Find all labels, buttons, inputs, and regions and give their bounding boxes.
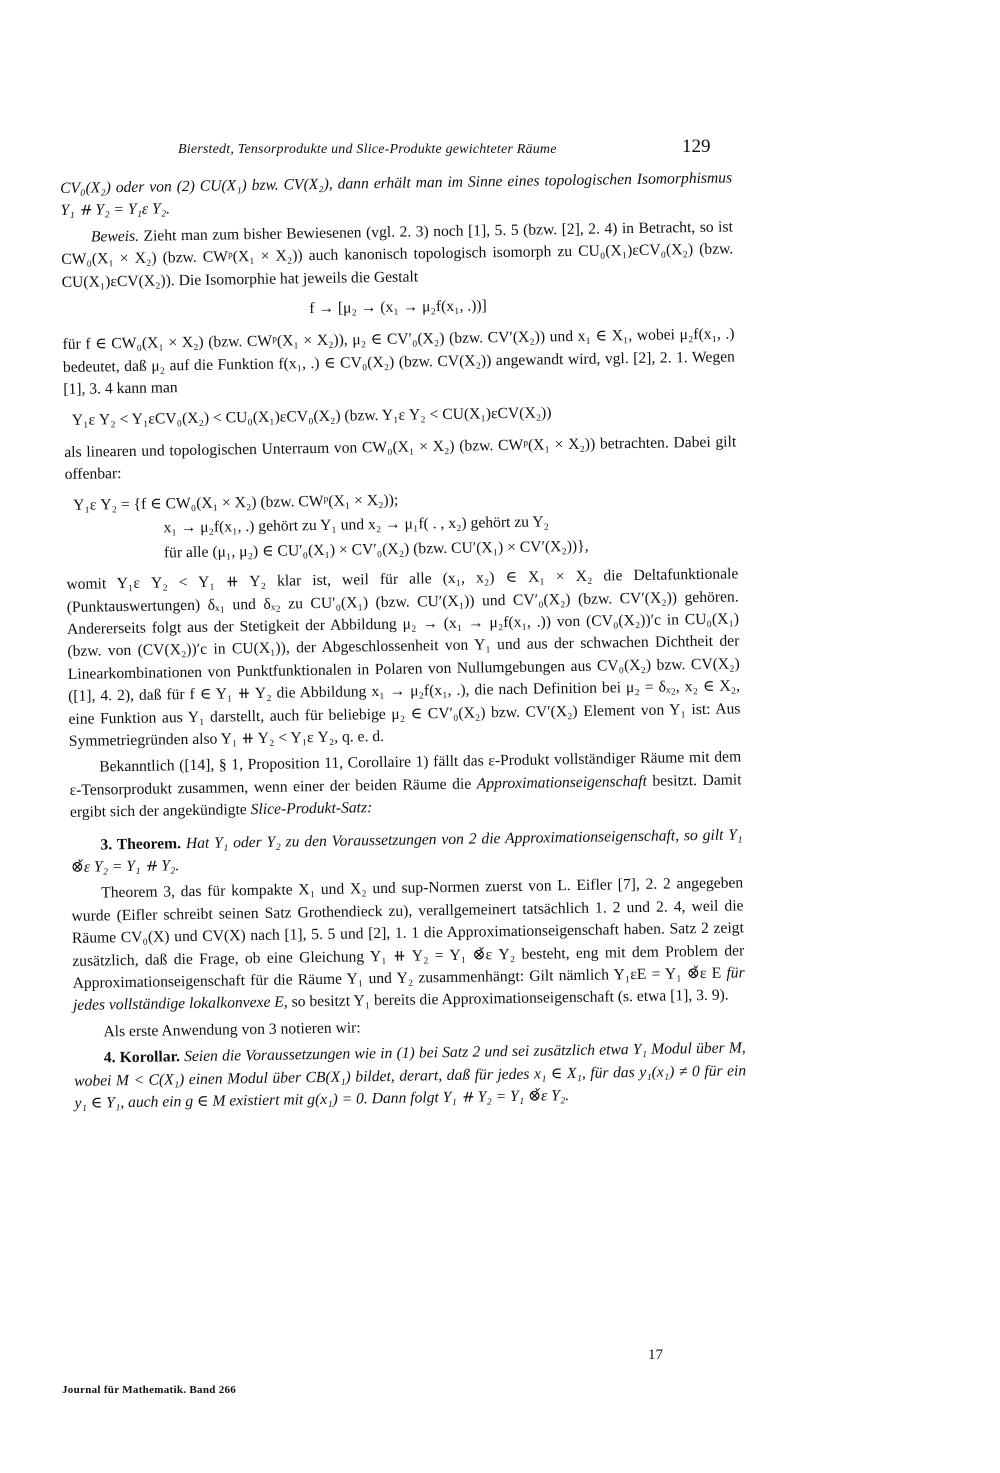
page-body: [60, 167, 747, 1119]
journal-footer: Journal für Mathematik. Band 266: [62, 1384, 237, 1396]
theorem-label: 3. Theorem.: [100, 834, 182, 854]
signature-number: 17: [648, 1347, 663, 1363]
equation-set-line-1: Y₁ε Y₂ = {f ∈ CW₀(X₁ × X₂) (bzw. CWᵖ(X₁ × X₂));: [73, 491, 399, 514]
equation-isomorphism: f → [μ₂ → (x₁ → μ₂f(x₁, .))]: [309, 297, 487, 318]
theorem-text: Hat Y₁ oder Y₂ zu den Voraussetzungen von 2 die Approximationseigenschaft, so gilt Y₁ ⊗̌ε Y₂ = Y₁ ⧺ Y₂.: [70, 825, 743, 876]
paragraph-4: als linearen und topologischen Unterraum von CW₀(X₁ × X₂) (bzw. CWᵖ(X₁ × X₂)) betrachten. Dabei gilt offenbar:: [64, 433, 737, 484]
proof-paragraph: [61, 216, 734, 294]
paragraph-6: Bekanntlich ([14], § 1, Proposition 11, Corollaire 1) fällt das ε-Produkt vollständiger Räume mit dem ε-Tensorprodukt zusammen, wenn einer der beiden Räume die Approximationseigenschaft besitzt. Damit ergibt sich der angekündigte Slice-Produkt-Satz:: [69, 748, 742, 822]
paragraph-3: für f ∈ CW₀(X₁ × X₂) (bzw. CWᵖ(X₁ × X₂)), μ₂ ∈ CV′₀(X₂) (bzw. CV′(X₂)) und x₁ ∈ X₁, wobei μ₂f(x₁, .) bedeutet, daß μ₂ auf die Funktion f(x₁, .) ∈ CV₀(X₂) (bzw. CV(X₂)) angewandt wird, vgl. [2], 2. 1. Wegen [1], 3. 4 kann man: [62, 325, 736, 399]
corollary-4: [74, 1038, 747, 1116]
paragraph-5: womit Y₁ε Y₂ < Y₁ ⧺ Y₂ klar ist, weil für alle (x₁, x₂) ∈ X₁ × X₂ die Deltafunktionale (Punktauswertungen) δₓ₁ und δₓ₂ zu CU′₀(X₁) (bzw. CU′(X₁)) und CV′₀(X₂) (bzw. CV′(X₂)) gehören. Andererseits folgt aus der Stetigkeit der Abbildung μ₂ → (x₁ → μ₂f(x₁, .)) von (CV₀(X₂))′c in CU₀(X₁) (bzw. von (CV(X₂))′c in CU(X₁)), der Abgeschlossenheit von Y₁ und aus der schwachen Dichtheit der Linearkombinationen von Punktfunktionalen in Polaren von Nullumgebungen aus CV₀(X₂) bzw. CV(X₂) ([1], 4. 2), daß für f ∈ Y₁ ⧺ Y₂ die Abbildung x₁ → μ₂f(x₁, .), die nach Definition bei μ₂ = δₓ₂, x₂ ∈ X₂, eine Funktion aus Y₁ darstellt, auch für beliebige μ₂ ∈ CV′₀(X₂) bzw. CV′(X₂) Element von Y₁ ist: Aus Symmetriegründen also Y₁ ⧺ Y₂ < Y₁ε Y₂, q. e. d.: [66, 565, 741, 750]
paragraph-1: CV₀(X₂) oder von (2) CU(X₁) bzw. CV(X₂), dann erhält man im Sinne eines topologischen Isomorphismus Y₁ ⧺ Y₂ = Y₁ε Y₂.: [60, 169, 733, 220]
proof-label: Beweis.: [90, 227, 140, 246]
page-number: 129: [682, 136, 711, 157]
equation-set-line-2: x₁ → μ₂f(x₁, .) gehört zu Y₁ und x₂ → μ₁f( . , x₂) gehört zu Y₂: [163, 513, 550, 537]
paragraph-8: Als erste Anwendung von 3 notieren wir:: [103, 1019, 361, 1041]
theorem-3: [70, 824, 743, 879]
corollary-label: 4. Korollar.: [103, 1048, 181, 1067]
paragraph-7: Theorem 3, das für kompakte X₁ und X₂ und sup-Normen zuerst von L. Eifler [7], 2. 2 angegeben wurde (Eifler schreibt seinen Satz Grothendieck zu), verallgemeinert tatsächlich 1. 2 und 2. 4, weil die Räume CV₀(X) und CV(X) nach [1], 5. 5 und [2], 1. 1 die Approximationseigenschaft haben. Satz 2 zeigt zusätzlich, daß die Frage, ob eine Gleichung Y₁ ⧺ Y₂ = Y₁ ⊗̌ε Y₂ besteht, eng mit dem Problem der Approximationseigenschaft für die Räume Y₁ und Y₂ zusammenhängt: Gilt nämlich Y₁εE = Y₁ ⊗̌ε E für jedes vollständige lokalkonvexe E, so besitzt Y₁ bereits die Approximationseigenschaft (s. etwa [1], 3. 9).: [71, 874, 745, 1015]
running-header: Bierstedt, Tensorprodukte und Slice-Produkte gewichteter Räume: [178, 142, 557, 157]
proof-text: Zieht man zum bisher Bewiesenen (vgl. 2. 3) noch [1], 5. 5 (bzw. [2], 2. 4) in Betracht, so ist CW₀(X₁ × X₂) (bzw. CWᵖ(X₁ × X₂)) auch kanonisch topologisch isomorph zu CU₀(X₁)εCV₀(X₂) (bzw. CU(X₁)εCV(X₂)). Die Isomorphie hat jeweils die Gestalt: [61, 218, 734, 291]
equation-set-line-3: für alle (μ₁, μ₂) ∈ CU′₀(X₁) × CV′₀(X₂) (bzw. CU′(X₁) × CV′(X₂))},: [163, 537, 589, 562]
equation-subspace: Y₁ε Y₂ < Y₁εCV₀(X₂) < CU₀(X₁)εCV₀(X₂) (bzw. Y₁ε Y₂ < CU(X₁)εCV(X₂)): [71, 403, 552, 429]
corollary-text: Seien die Voraussetzungen wie in (1) bei Satz 2 und sei zusätzlich etwa Y₁ Modul über M, wobei M < C(X₁) einen Modul über CB(X₁) bildet, derart, daß für jedes x₁ ∈ X₁, für das y₁(x₁) ≠ 0 für ein y₁ ∈ Y₁, auch ein g ∈ M existiert mit g(x₁) = 0. Dann folgt Y₁ ⧺ Y₂ = Y₁ ⊗̌ε Y₂.: [74, 1039, 747, 1112]
